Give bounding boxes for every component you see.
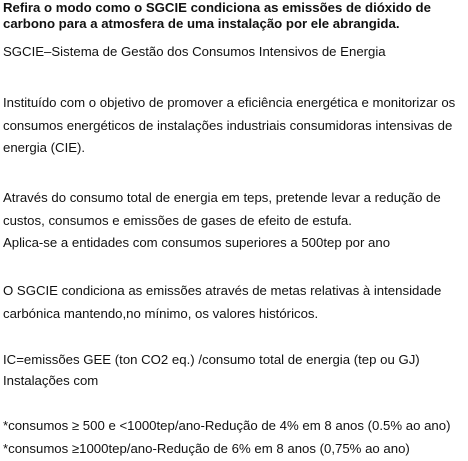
means-text-2: Aplica-se a entidades com consumos superiores a 500tep por ano [3, 235, 391, 250]
rule-item: *consumos ≥ 500 e <1000tep/ano-Redução de 4% em 8 anos (0.5% ao ano) [3, 418, 451, 433]
means-paragraph [3, 187, 465, 255]
intensity-formula: IC=emissões GEE (ton CO2 eq.) /consumo total de energia (tep ou GJ) [3, 352, 420, 367]
means-text-1: Através do consumo total de energia em teps, pretende levar a redução de custos, consumos e emissões de gases de efeito de estufa. [3, 190, 441, 228]
system-definition [3, 41, 465, 64]
system-definition-text: SGCIE–Sistema de Gestão dos Consumos Intensivos de Energia [3, 44, 386, 59]
conditions-text: O SGCIE condiciona as emissões através de metas relativas à intensidade carbónica mantendo,no mínimo, os valores históricos. [3, 283, 442, 321]
question-title: Refira o modo como o SGCIE condiciona as emissões de dióxido de carbono para a atmosfera de uma instalação por ele abrangida. [3, 0, 431, 31]
intensity-formula-block [3, 349, 465, 391]
conditions-paragraph [3, 280, 465, 325]
installations-label: Instalações com [3, 373, 99, 388]
rule-item: *consumos ≥1000tep/ano-Redução de 6% em 8 anos (0,75% ao ano) [3, 441, 410, 456]
purpose-paragraph [3, 92, 465, 160]
purpose-text: Instituído com o objetivo de promover a eficiência energética e monitorizar os consumos energéticos de instalações industriais consumidoras intensivas de energia (CIE). [3, 95, 456, 155]
reduction-rules [3, 414, 465, 460]
